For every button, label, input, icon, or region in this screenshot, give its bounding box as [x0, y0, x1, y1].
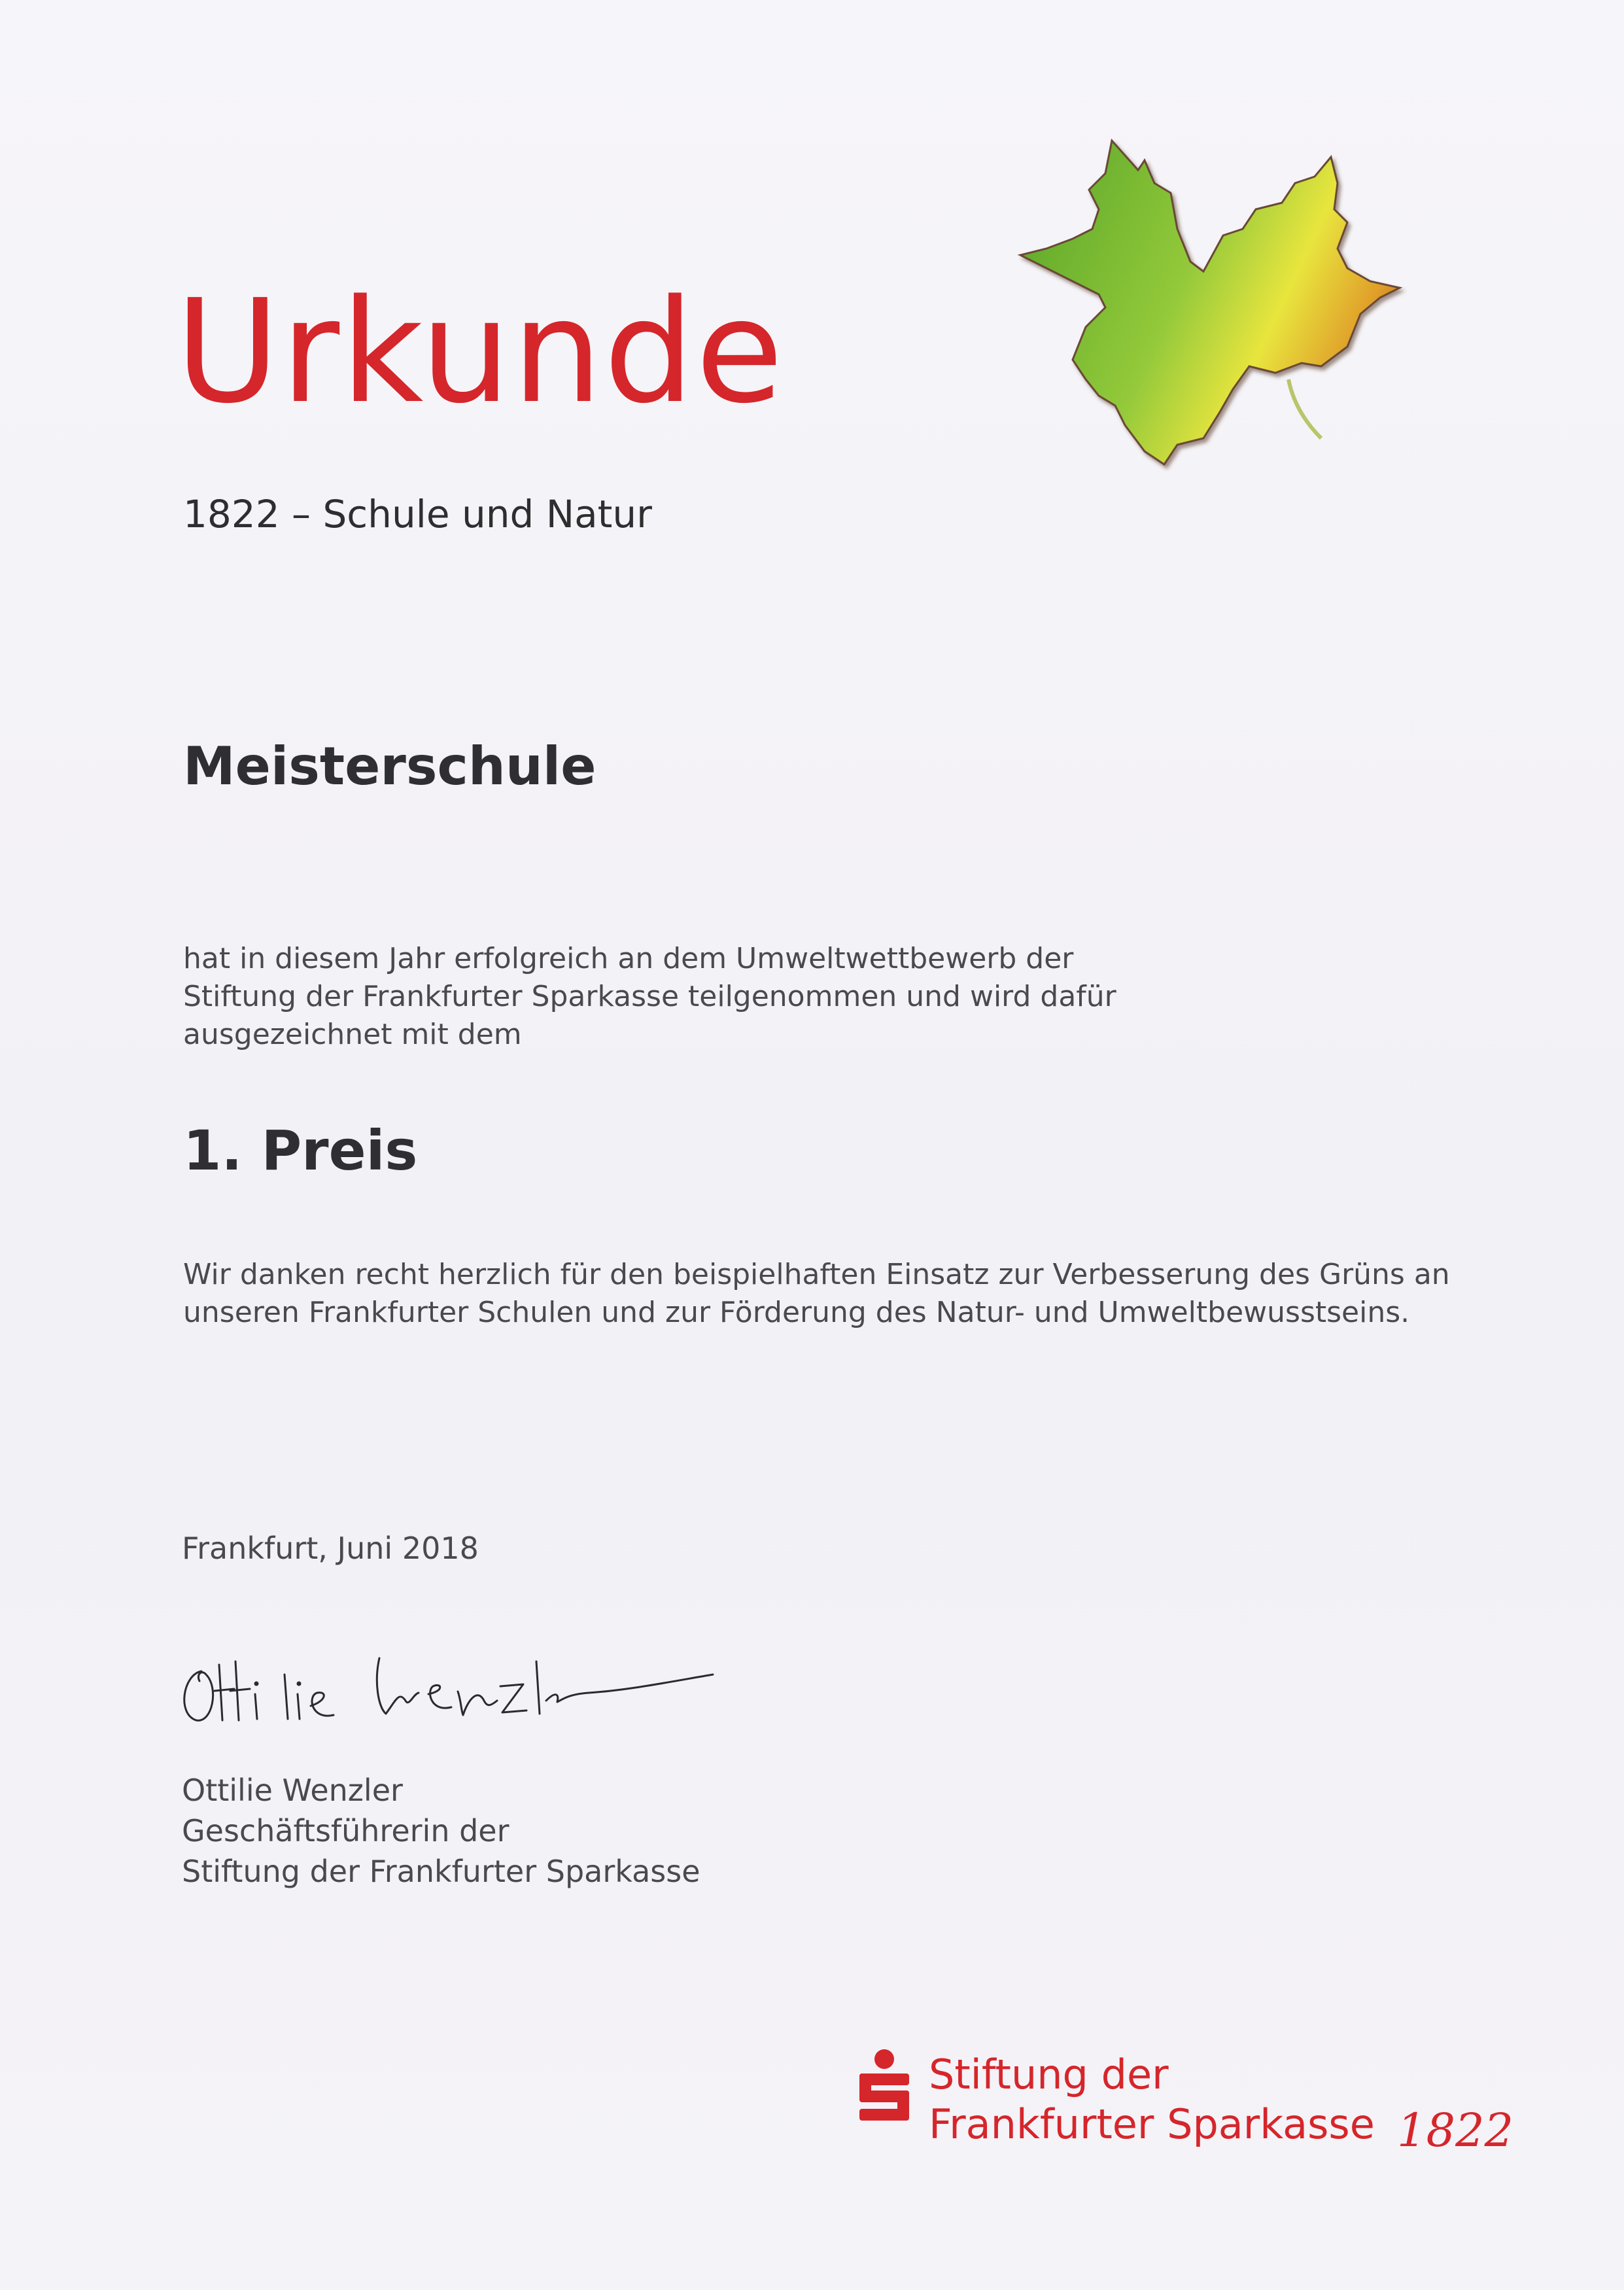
signer-name: Ottilie Wenzler [182, 1773, 403, 1808]
thanks-paragraph [183, 1256, 1491, 1332]
recipient-name: Meisterschule [183, 736, 596, 797]
intro-paragraph [183, 940, 1491, 1054]
foundation-logo [857, 2047, 1514, 2191]
certificate-title: Urkunde [175, 269, 785, 435]
logo-line: Stiftung der [929, 2051, 1169, 2098]
sparkasse-s-icon [857, 2047, 912, 2139]
prize-title: 1. Preis [183, 1119, 418, 1183]
signer-role: Geschäftsführerin der [182, 1813, 510, 1848]
signer-organization: Stiftung der Frankfurter Sparkasse [182, 1854, 700, 1889]
maple-leaf-icon [1007, 131, 1426, 497]
certificate-subtitle: 1822 – Schule und Natur [183, 492, 652, 536]
thanks-line: Wir danken recht herzlich für den beispielhaften Einsatz zur Verbesserung des Grüns an [183, 1258, 1450, 1291]
logo-year: 1822 [1397, 2104, 1514, 2157]
handwritten-signature [170, 1629, 733, 1746]
logo-line: Frankfurter Sparkasse [929, 2100, 1375, 2148]
logo-text [929, 2050, 1375, 2149]
thanks-line: unseren Frankfurter Schulen und zur Förderung des Natur- und Umweltbewusstseins. [183, 1296, 1410, 1329]
intro-line: hat in diesem Jahr erfolgreich an dem Umweltwettbewerb der [183, 942, 1074, 975]
intro-line: Stiftung der Frankfurter Sparkasse teilgenommen und wird dafür [183, 980, 1116, 1013]
intro-line: ausgezeichnet mit dem [183, 1018, 522, 1051]
signer-block [182, 1770, 700, 1892]
place-date: Frankfurt, Juni 2018 [182, 1531, 479, 1566]
